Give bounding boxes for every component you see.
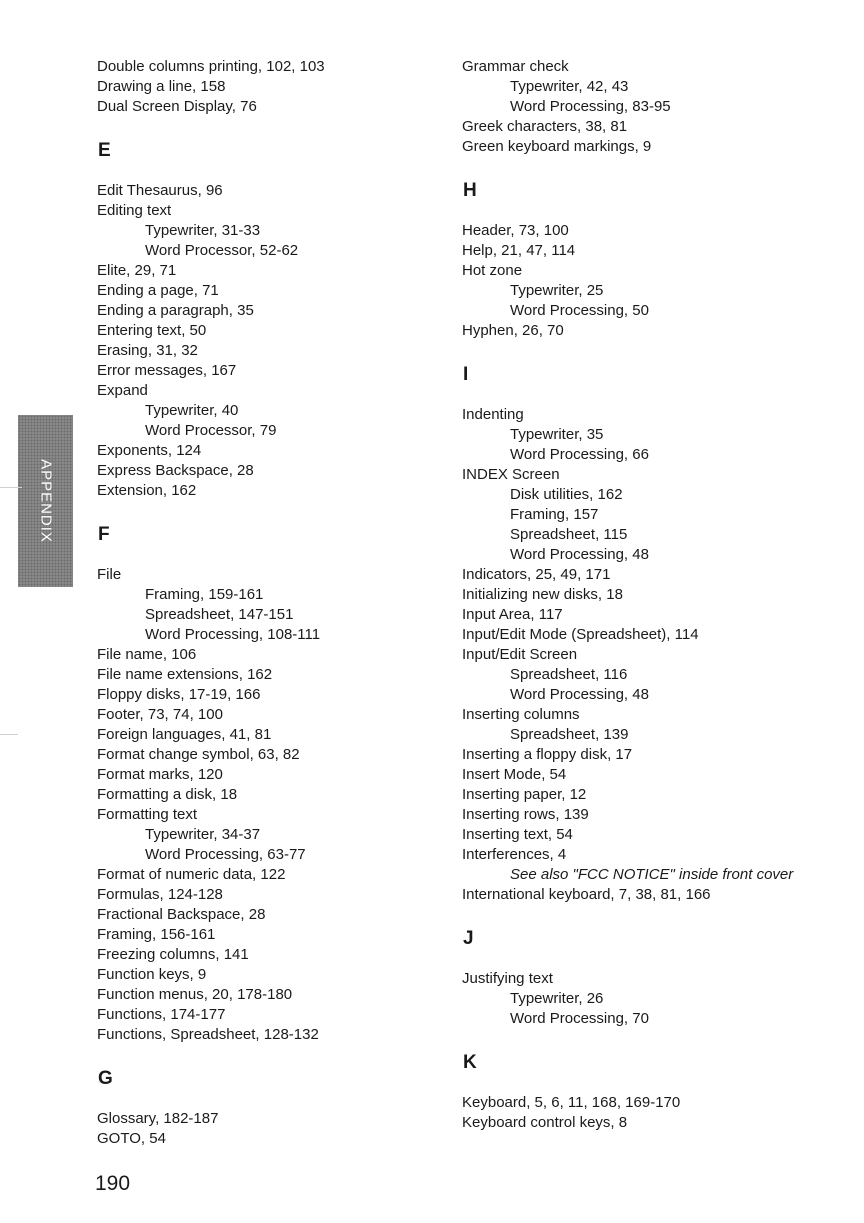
index-note: See also "FCC NOTICE" inside front cover xyxy=(510,866,794,883)
index-entry: Header, 73, 100 xyxy=(462,222,569,239)
index-subentry: Typewriter, 35 xyxy=(510,426,604,443)
index-entry: Functions, Spreadsheet, 128-132 xyxy=(97,1026,319,1043)
index-entry: Function keys, 9 xyxy=(97,966,207,983)
index-subentry: Spreadsheet, 115 xyxy=(510,526,628,543)
index-entry: Glossary, 182-187 xyxy=(97,1110,219,1127)
edge-mark xyxy=(0,734,18,735)
index-entry: Exponents, 124 xyxy=(97,442,202,459)
section-letter: H xyxy=(463,180,477,201)
index-entry: Format change symbol, 63, 82 xyxy=(97,746,300,763)
index-subentry: Spreadsheet, 116 xyxy=(510,666,628,683)
index-entry: Framing, 156-161 xyxy=(97,926,216,943)
index-entry: Functions, 174-177 xyxy=(97,1006,226,1023)
index-entry: Indenting xyxy=(462,406,524,423)
index-subentry: Typewriter, 31-33 xyxy=(145,222,261,239)
index-entry: Hyphen, 26, 70 xyxy=(462,322,564,339)
index-entry: File name, 106 xyxy=(97,646,197,663)
section-letter: E xyxy=(98,140,111,161)
index-entry: Formatting a disk, 18 xyxy=(97,786,238,803)
index-entry: Format of numeric data, 122 xyxy=(97,866,286,883)
index-entry: Grammar check xyxy=(462,58,569,75)
section-letter: K xyxy=(463,1052,477,1073)
index-entry: Fractional Backspace, 28 xyxy=(97,906,266,923)
index-entry: Justifying text xyxy=(462,970,553,987)
index-subentry: Framing, 159-161 xyxy=(145,586,264,603)
index-entry: Inserting columns xyxy=(462,706,580,723)
appendix-tab xyxy=(18,415,73,587)
index-entry: Function menus, 20, 178-180 xyxy=(97,986,293,1003)
index-entry: Help, 21, 47, 114 xyxy=(462,242,576,259)
edge-mark xyxy=(0,487,22,488)
index-entry: Initializing new disks, 18 xyxy=(462,586,623,603)
index-entry: Express Backspace, 28 xyxy=(97,462,254,479)
index-column-right xyxy=(462,57,807,1133)
appendix-tab-label: APPENDIX xyxy=(37,459,54,543)
index-entry: File xyxy=(97,566,122,583)
index-entry: Drawing a line, 158 xyxy=(97,78,226,95)
index-entry: File name extensions, 162 xyxy=(97,666,273,683)
index-entry: Green keyboard markings, 9 xyxy=(462,138,652,155)
index-entry: Indicators, 25, 49, 171 xyxy=(462,566,611,583)
index-entry: Extension, 162 xyxy=(97,482,197,499)
index-subentry: Word Processing, 50 xyxy=(510,302,649,319)
index-entry: Input/Edit Screen xyxy=(462,646,578,663)
index-entry: Input Area, 117 xyxy=(462,606,563,623)
index-subentry: Word Processing, 48 xyxy=(510,546,649,563)
index-entry: GOTO, 54 xyxy=(97,1130,166,1147)
index-entry: Inserting text, 54 xyxy=(462,826,573,843)
index-subentry: Word Processing, 66 xyxy=(510,446,649,463)
index-subentry: Framing, 157 xyxy=(510,506,599,523)
index-entry: Editing text xyxy=(97,202,172,219)
index-subentry: Typewriter, 42, 43 xyxy=(510,78,629,95)
index-entry: International keyboard, 7, 38, 81, 166 xyxy=(462,886,711,903)
index-entry: Double columns printing, 102, 103 xyxy=(97,58,325,75)
index-subentry: Word Processing, 48 xyxy=(510,686,649,703)
index-entry: Formulas, 124-128 xyxy=(97,886,223,903)
index-entry: Greek characters, 38, 81 xyxy=(462,118,628,135)
index-entry: Error messages, 167 xyxy=(97,362,237,379)
index-entry: Expand xyxy=(97,382,148,399)
index-entry: INDEX Screen xyxy=(462,466,560,483)
index-entry: Edit Thesaurus, 96 xyxy=(97,182,223,199)
index-entry: Inserting a floppy disk, 17 xyxy=(462,746,633,763)
index-subentry: Disk utilities, 162 xyxy=(510,486,623,503)
index-entry: Inserting paper, 12 xyxy=(462,786,587,803)
index-subentry: Word Processor, 79 xyxy=(145,422,277,439)
page-number: 190 xyxy=(95,1172,131,1195)
index-entry: Footer, 73, 74, 100 xyxy=(97,706,223,723)
index-subentry: Word Processing, 70 xyxy=(510,1010,649,1027)
index-entry: Interferences, 4 xyxy=(462,846,567,863)
index-subentry: Typewriter, 25 xyxy=(510,282,604,299)
section-letter: J xyxy=(463,928,474,949)
index-entry: Ending a paragraph, 35 xyxy=(97,302,254,319)
index-subentry: Spreadsheet, 147-151 xyxy=(145,606,294,623)
index-entry: Entering text, 50 xyxy=(97,322,207,339)
index-entry: Hot zone xyxy=(462,262,523,279)
index-entry: Ending a page, 71 xyxy=(97,282,219,299)
index-subentry: Typewriter, 34-37 xyxy=(145,826,261,843)
index-entry: Formatting text xyxy=(97,806,198,823)
index-entry: Erasing, 31, 32 xyxy=(97,342,198,359)
index-entry: Foreign languages, 41, 81 xyxy=(97,726,272,743)
index-entry: Elite, 29, 71 xyxy=(97,262,177,279)
index-entry: Inserting rows, 139 xyxy=(462,806,589,823)
index-entry: Dual Screen Display, 76 xyxy=(97,98,257,115)
index-entry: Freezing columns, 141 xyxy=(97,946,249,963)
index-subentry: Word Processing, 108-111 xyxy=(145,626,321,643)
section-letter: G xyxy=(98,1068,113,1089)
index-entry: Floppy disks, 17-19, 166 xyxy=(97,686,261,703)
index-entry: Insert Mode, 54 xyxy=(462,766,567,783)
index-subentry: Typewriter, 40 xyxy=(145,402,239,419)
index-subentry: Word Processing, 83-95 xyxy=(510,98,671,115)
index-column-left xyxy=(97,57,477,1149)
index-entry: Keyboard, 5, 6, 11, 168, 169-170 xyxy=(462,1094,681,1111)
index-entry: Format marks, 120 xyxy=(97,766,223,783)
index-subentry: Word Processing, 63-77 xyxy=(145,846,306,863)
index-entry: Keyboard control keys, 8 xyxy=(462,1114,628,1131)
index-subentry: Typewriter, 26 xyxy=(510,990,604,1007)
index-subentry: Spreadsheet, 139 xyxy=(510,726,629,743)
section-letter: I xyxy=(463,364,469,385)
index-subentry: Word Processor, 52-62 xyxy=(145,242,299,259)
section-letter: F xyxy=(98,524,110,545)
index-entry: Input/Edit Mode (Spreadsheet), 114 xyxy=(462,626,699,643)
